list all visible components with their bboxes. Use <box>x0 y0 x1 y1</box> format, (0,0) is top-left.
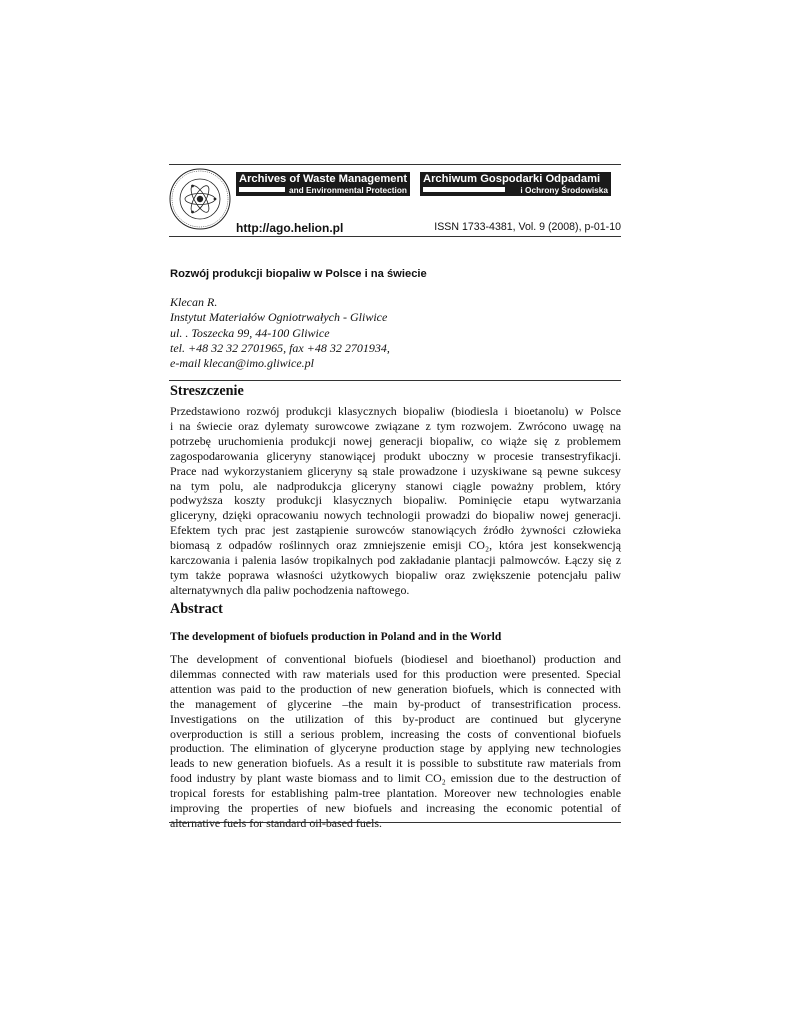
author-address: ul. . Toszecka 99, 44-100 Gliwice <box>170 325 330 340</box>
abstract-subtitle: The development of biofuels production in Poland and in the World <box>170 631 502 643</box>
text-line: attention was paid to the production of new generation biofuels, which is connected with <box>170 681 621 696</box>
text-line: improving the properties of new biofuels and increasing the economic potential of <box>170 801 621 816</box>
text-line: gliceryny, dzięki opracowaniu nowych technologii prowadzi do biopaliw nowej generacji. <box>170 508 621 523</box>
text-line: zagospodarowania gliceryny stanowiącej produkt uboczny w procesie transestryfikacji. <box>170 448 621 463</box>
journal-title-en-line2: and Environmental Protection <box>288 185 407 195</box>
text-line: leads to new generation biofuels. As a result it is possible to substitute raw materials from <box>170 756 621 771</box>
journal-seal-icon <box>169 168 231 230</box>
footer-rule <box>169 822 621 823</box>
journal-banner-en <box>236 172 410 196</box>
text-line: Investigations on the utilization of this by-product are continued but glyceryne <box>170 711 621 726</box>
text-line: food industry by plant waste biomass and to limit CO₂ emission due to the destruction of <box>170 771 621 786</box>
text-line: Przedstawiono rozwój produkcji klasycznych biopaliw (biodiesla i bioetanolu) w Polsce <box>170 404 621 418</box>
text-line: podwyższa koszty produkcji klasycznych biopaliw. Pominięcie etapu wytwarzania <box>170 493 621 508</box>
journal-title-en-line1: Archives of Waste Management <box>239 173 408 185</box>
author-affiliation: Instytut Materiałów Ogniotrwałych - Gliwice <box>170 310 388 325</box>
journal-title-pl-line1: Archiwum Gospodarki Odpadami <box>423 173 601 185</box>
text-line: the management of glycerine –the main by-product of transestrification process. <box>170 696 621 711</box>
text-line: tym także poprawa własności użytkowych biopaliw oraz zwiększenie potencjału paliw <box>170 567 621 582</box>
text-line: overproduction is still a serious problem, increasing the costs of conventional biofuels <box>170 726 621 741</box>
author-email: e-mail klecan@imo.gliwice.pl <box>170 356 314 371</box>
author-phone: tel. +48 32 32 2701965, fax +48 32 2701934, <box>170 340 390 355</box>
text-line: potrzebę uruchomienia produkcji nowej generacji biopaliw, co wiąże się z problemem <box>170 433 621 448</box>
issn-line: ISSN 1733-4381, Vol. 9 (2008), p-01-10 <box>434 221 621 233</box>
text-line: dilemmas connected with raw materials used for this production were presented. Special <box>170 666 621 681</box>
text-line: production. The elimination of glyceryne production stage by applying new technologies <box>170 741 621 756</box>
author-name: Klecan R. <box>170 295 218 309</box>
text-line: alternatywnych dla paliw pochodzenia naftowego. <box>170 582 410 597</box>
streszczenie-text <box>170 404 621 598</box>
text-line: na tym polu, ale nadprodukcja gliceryny stanowi ciągle poważny problem, który <box>170 478 621 493</box>
text-line: alternative fuels for standard oil-based fuels. <box>170 815 382 830</box>
section-rule <box>169 380 621 381</box>
streszczenie-heading: Streszczenie <box>170 383 244 399</box>
header-top-rule <box>169 164 621 165</box>
banner-bar <box>423 187 505 192</box>
journal-url[interactable]: http://ago.helion.pl <box>236 221 344 235</box>
text-line: Prace nad wykorzystaniem gliceryny są stale prowadzone i uzyskiwane są pewne sukcesy <box>170 463 621 478</box>
journal-title-pl-line2: i Ochrony Środowiska <box>520 185 608 195</box>
text-line: The development of conventional biofuels (biodiesel and bioethanol) production and <box>170 652 621 666</box>
header-bottom-rule <box>169 236 621 237</box>
banner-bar <box>239 187 285 192</box>
text-line: biomasą z odpadów roślinnych oraz zmniejszenie emisji CO₂, która jest konsekwencją <box>170 538 621 553</box>
journal-banner-pl <box>420 172 611 196</box>
text-line: Efektem tych prac jest zastąpienie surowców stanowiących źródło żywności człowieka <box>170 523 621 538</box>
article-title: Rozwój produkcji biopaliw w Polsce i na świecie <box>170 268 427 280</box>
text-line: tropical forests for establishing palm-tree plantation. Moreover new technologies enable <box>170 786 621 801</box>
abstract-heading: Abstract <box>170 601 223 617</box>
text-line: i na świecie oraz dylematy surowcowe związane z tym rozwojem. Zwrócono uwagę na <box>170 418 621 433</box>
abstract-text <box>170 652 621 831</box>
author-block <box>170 295 390 371</box>
text-line: karczowania i palenia lasów tropikalnych pod zakładanie plantacji palmowców. Łączy się z <box>170 553 621 568</box>
